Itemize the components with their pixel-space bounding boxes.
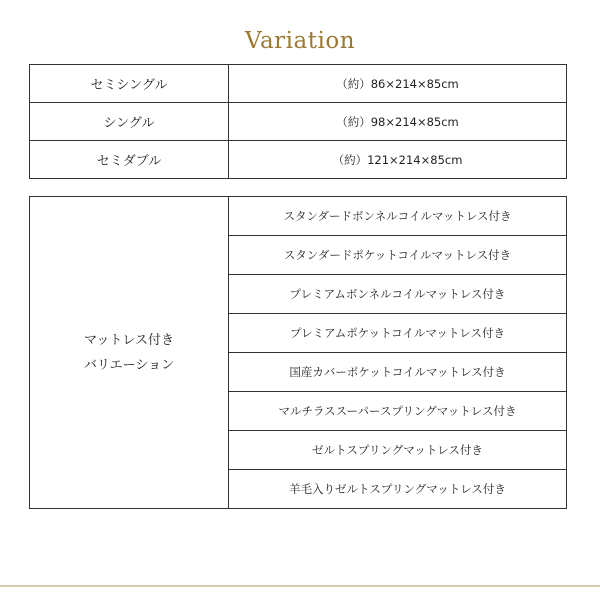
table-row: [30, 65, 567, 103]
table-row: [30, 197, 567, 236]
size-name-cell: シングル: [30, 103, 229, 141]
mattress-option-cell: 羊毛入りゼルトスプリングマットレス付き: [229, 470, 567, 509]
bottom-divider: [0, 585, 600, 587]
mattress-option-cell: スタンダードボンネルコイルマットレス付き: [229, 197, 567, 236]
size-dims-cell: （約）121×214×85cm: [229, 141, 567, 179]
mattress-option-cell: スタンダードポケットコイルマットレス付き: [229, 236, 567, 275]
size-name-cell: セミダブル: [30, 141, 229, 179]
table-row: [30, 141, 567, 179]
size-dims-cell: （約）86×214×85cm: [229, 65, 567, 103]
mattress-label-line1: マットレス付き: [83, 332, 175, 348]
page-title: Variation: [244, 28, 356, 54]
mattress-table: [29, 196, 567, 509]
size-table: [29, 64, 567, 179]
mattress-group-label: [30, 197, 229, 509]
mattress-option-cell: プレミアムボンネルコイルマットレス付き: [229, 275, 567, 314]
size-name-cell: セミシングル: [30, 65, 229, 103]
mattress-option-cell: 国産カバーポケットコイルマットレス付き: [229, 353, 567, 392]
table-row: [30, 103, 567, 141]
mattress-option-cell: プレミアムポケットコイルマットレス付き: [229, 314, 567, 353]
mattress-option-cell: ゼルトスプリングマットレス付き: [229, 431, 567, 470]
size-dims-cell: （約）98×214×85cm: [229, 103, 567, 141]
mattress-option-cell: マルチラススーパースプリングマットレス付き: [229, 392, 567, 431]
mattress-label-line2: バリエーション: [83, 357, 175, 373]
